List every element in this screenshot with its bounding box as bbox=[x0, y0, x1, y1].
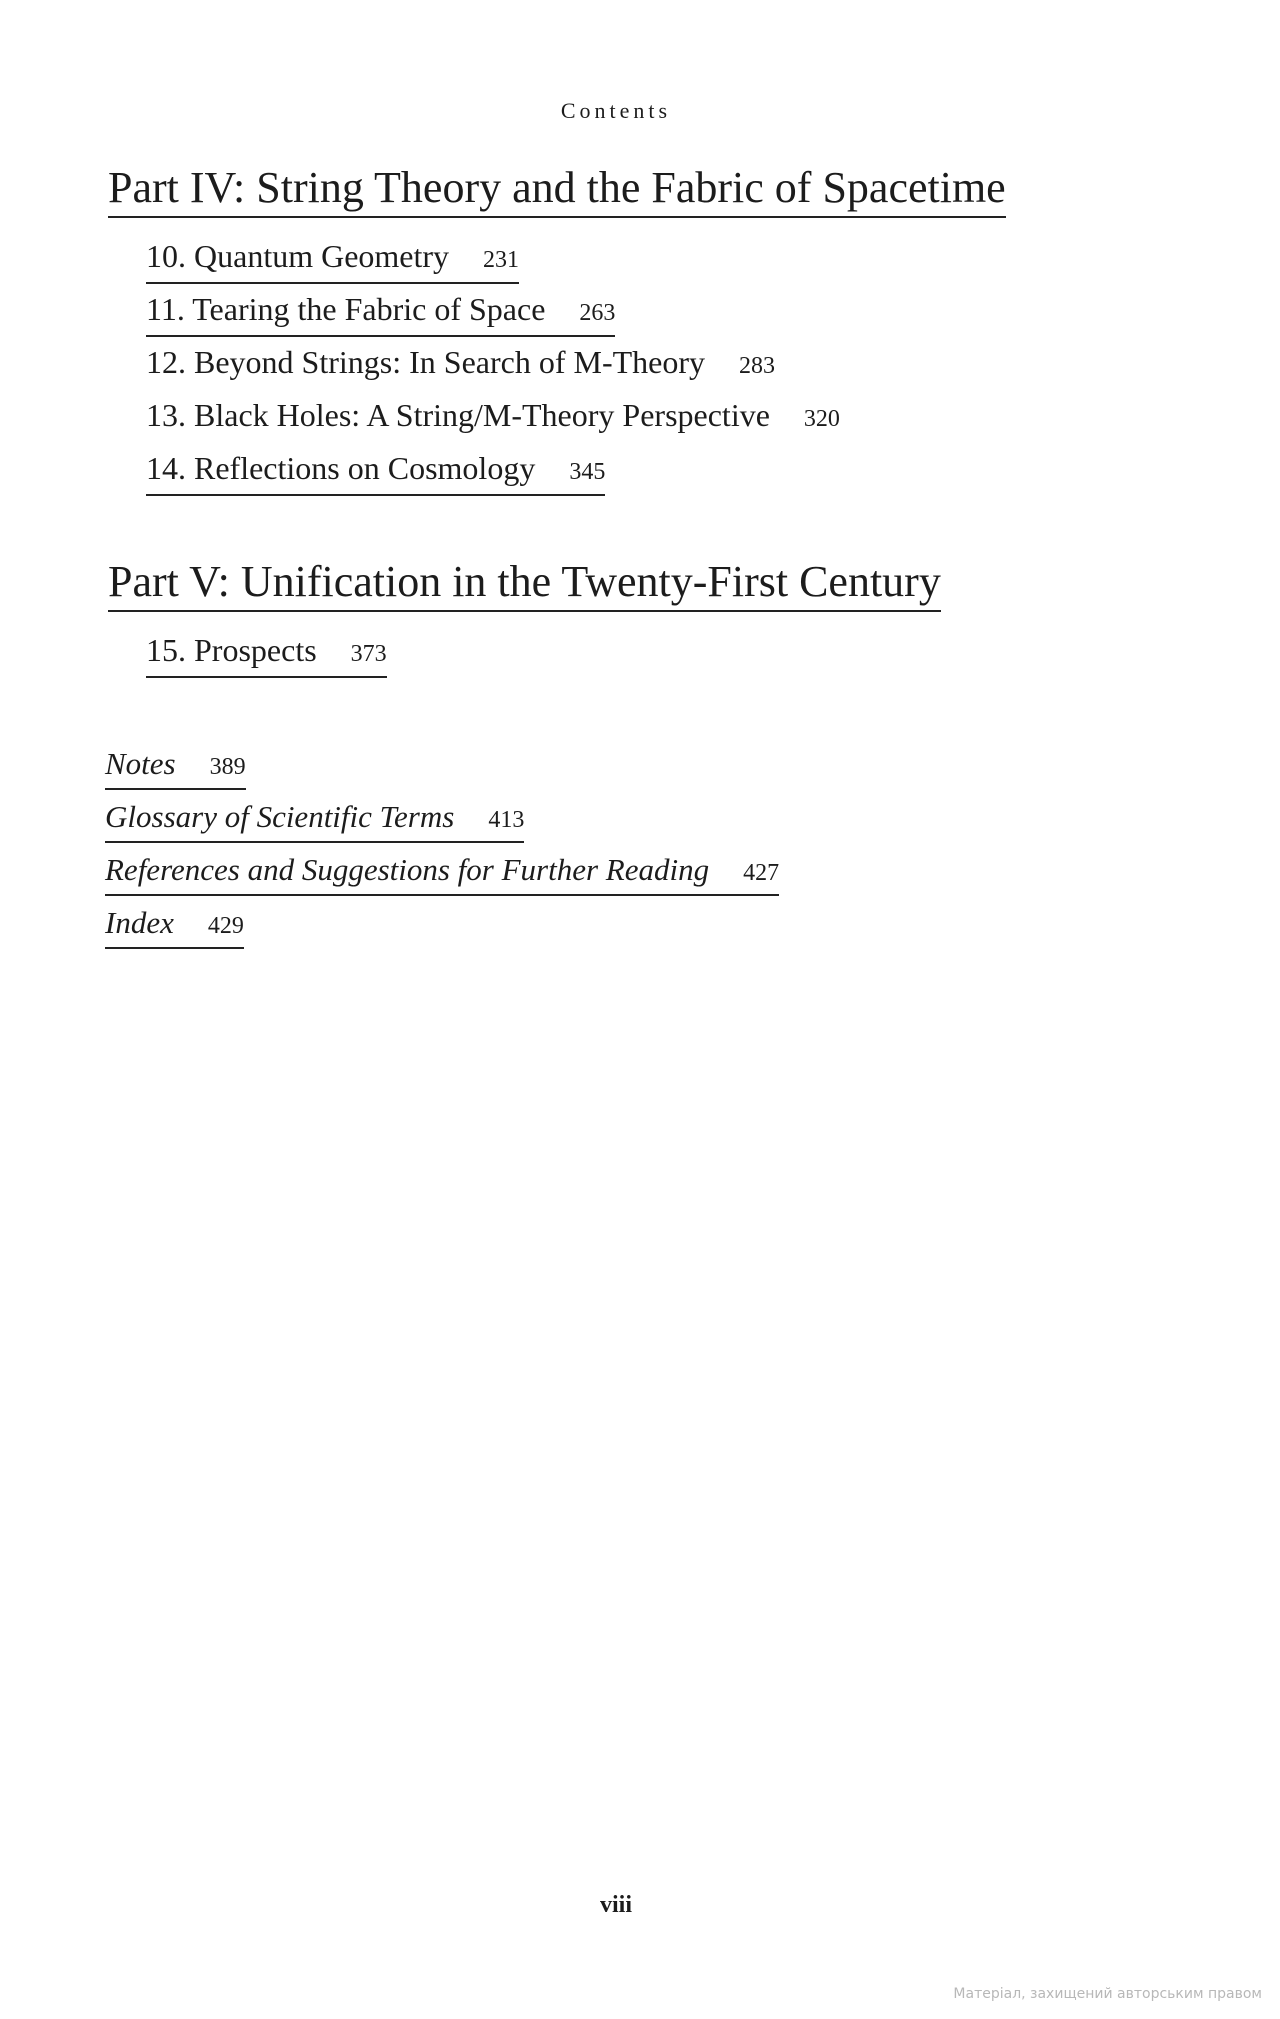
toc-link-chapter-10[interactable] bbox=[146, 236, 519, 284]
chapter-title: 12. Beyond Strings: In Search of M-Theory bbox=[146, 344, 706, 380]
toc-entry-chapter-13 bbox=[146, 395, 840, 441]
back-matter-page: 427 bbox=[743, 860, 780, 886]
chapter-title: 10. Quantum Geometry bbox=[146, 238, 450, 274]
toc-link-notes[interactable] bbox=[105, 744, 246, 790]
chapter-page: 345 bbox=[569, 459, 606, 485]
toc-link-chapter-11[interactable] bbox=[146, 289, 615, 337]
back-matter-title: Glossary of Scientific Terms bbox=[105, 799, 455, 834]
chapter-page: 283 bbox=[739, 353, 776, 379]
back-matter-page: 429 bbox=[207, 913, 244, 939]
toc-link-chapter-14[interactable] bbox=[146, 448, 605, 496]
running-head: Contents bbox=[560, 98, 672, 123]
chapter-page: 320 bbox=[803, 406, 840, 432]
back-matter-page: 413 bbox=[488, 807, 525, 833]
back-matter-title: References and Suggestions for Further Reading bbox=[105, 852, 710, 887]
chapter-title: 11. Tearing the Fabric of Space bbox=[146, 291, 546, 327]
copyright-watermark: Матеріал, захищений авторським правом bbox=[953, 1986, 1262, 2002]
part-heading-iv[interactable]: Part IV: String Theory and the Fabric of Spacetime bbox=[108, 162, 1006, 218]
chapter-page: 231 bbox=[483, 247, 520, 273]
back-matter-page: 389 bbox=[209, 754, 246, 780]
chapter-page: 263 bbox=[579, 300, 616, 326]
part-heading-v[interactable]: Part V: Unification in the Twenty-First Century bbox=[108, 556, 941, 612]
chapter-title: 14. Reflections on Cosmology bbox=[146, 450, 536, 486]
back-matter-title: Index bbox=[105, 905, 174, 940]
back-matter-title: Notes bbox=[105, 746, 176, 781]
page-number: viii bbox=[599, 1892, 632, 1918]
toc-link-references[interactable] bbox=[105, 850, 779, 896]
toc-link-glossary[interactable] bbox=[105, 797, 524, 843]
chapter-page: 373 bbox=[350, 641, 387, 667]
chapter-title: 15. Prospects bbox=[146, 632, 317, 668]
toc-link-index[interactable] bbox=[105, 903, 244, 949]
chapter-title: 13. Black Holes: A String/M-Theory Perspective bbox=[146, 397, 770, 433]
toc-entry-chapter-12 bbox=[146, 342, 775, 388]
toc-link-chapter-15[interactable] bbox=[146, 630, 387, 678]
